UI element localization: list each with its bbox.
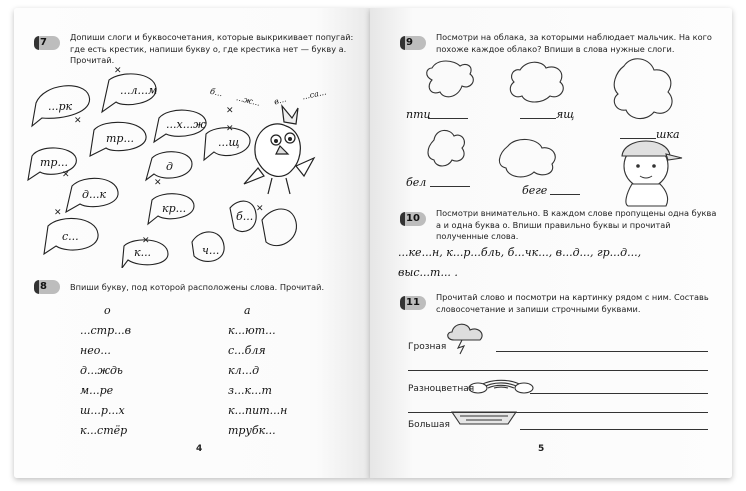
task-11-text: Прочитай слово и посмотри на картинку рядом с ним. Составь словосочетание и запиши строчными буквами. (436, 292, 709, 314)
bubble-label: д...к (82, 188, 107, 201)
col2-heading: а (244, 304, 251, 317)
answer-line (620, 138, 656, 139)
bubble-label: тр... (106, 132, 134, 145)
task-8-badge (34, 280, 60, 294)
task-11-word: Разноцветная (408, 384, 475, 394)
parrot-call: в... (272, 94, 288, 107)
cross-mark: ✕ (226, 106, 234, 116)
answer-line (428, 118, 468, 119)
bubbles-art (14, 8, 370, 268)
cross-mark: ✕ (256, 204, 264, 214)
bubble-label: ч... (202, 244, 220, 257)
word-a: к...ют... (228, 324, 276, 337)
answer-line (408, 370, 708, 371)
word-o: д...ждь (80, 364, 123, 377)
cross-mark: ✕ (114, 66, 122, 76)
cross-mark: ✕ (74, 116, 82, 126)
word-o: к...стёр (80, 424, 128, 437)
answer-line (520, 118, 556, 119)
cross-mark: ✕ (62, 170, 70, 180)
task-9-text: Посмотри на облака, за которыми наблюдает мальчик. На кого похоже каждое облако? Впиши в слова нужные слоги. (436, 32, 712, 54)
cross-mark: ✕ (142, 236, 150, 246)
answer-line (550, 194, 580, 195)
page-number: 5 (538, 444, 545, 454)
answer-line (408, 412, 708, 413)
answer-line (496, 351, 708, 352)
answer-line (520, 429, 708, 430)
task-11-word: Грозная (408, 342, 447, 352)
bubble-label: б... (236, 210, 254, 223)
task-10-words-line1: ...ке...н, к...р...бль, б...чк..., в...д..., гр...д..., (398, 246, 642, 259)
cross-mark: ✕ (154, 178, 162, 188)
task-8-number: 8 (40, 281, 47, 292)
task-9-number: 9 (406, 37, 413, 48)
word-o: ш...р...х (80, 404, 125, 417)
word-a: трубк... (228, 424, 276, 437)
cloud-word: бел (406, 176, 427, 189)
task-8-text: Впиши букву, под которой расположены слова. Прочитай. (70, 282, 325, 292)
word-o: нео... (80, 344, 111, 357)
bubble-label: ...щ (218, 136, 240, 149)
parrot-call: ...са... (301, 87, 328, 102)
task-7-number: 7 (40, 37, 47, 48)
word-a: кл...д (228, 364, 260, 377)
left-page (14, 8, 370, 478)
answer-line (430, 186, 470, 187)
cloud-word: шка (656, 128, 680, 141)
bubble-label: ...л...м (120, 84, 158, 97)
page-number: 4 (196, 444, 203, 454)
bubble-label: ...х...ж (166, 118, 206, 131)
cross-mark: ✕ (54, 208, 62, 218)
bubble-label: ...рк (48, 100, 73, 113)
task-7-text: Допиши слоги и буквосочетания, которые выкрикивает попугай: где есть крестик, напиши букву о, где крестика нет — букву а. Прочитай. (70, 32, 354, 65)
word-a: з...к...т (228, 384, 272, 397)
bubble-label: тр... (40, 156, 68, 169)
bubble-label: кр... (162, 202, 187, 215)
bubble-label: д (166, 160, 173, 173)
task-11-number: 11 (406, 297, 420, 308)
word-a: с...бля (228, 344, 266, 357)
word-a: к...пит...н (228, 404, 288, 417)
task-10-number: 10 (406, 213, 420, 224)
task-10-text: Посмотри внимательно. В каждом слове пропущены одна буква а и одна буква о. Впиши правильно буквы и прочитай полученные слова. (436, 208, 717, 241)
task-11-word: Большая (408, 420, 450, 430)
cloud-word: бегe (522, 184, 548, 197)
bubble-label: с... (62, 230, 79, 243)
word-o: ...стр...в (80, 324, 132, 337)
parrot-call: б... (209, 86, 224, 99)
cloud-word: ящ (556, 108, 575, 121)
right-page (370, 8, 732, 478)
task-10-badge (400, 212, 426, 226)
col1-heading: о (104, 304, 111, 317)
answer-line (530, 393, 708, 394)
bubble-label: к... (134, 246, 152, 259)
word-o: м...ре (80, 384, 114, 397)
cross-mark: ✕ (226, 124, 234, 134)
task-10-words-line2: выс...т... . (398, 266, 458, 279)
cloud-word: пти (406, 108, 431, 121)
parrot-call: ...ж... (235, 93, 262, 108)
